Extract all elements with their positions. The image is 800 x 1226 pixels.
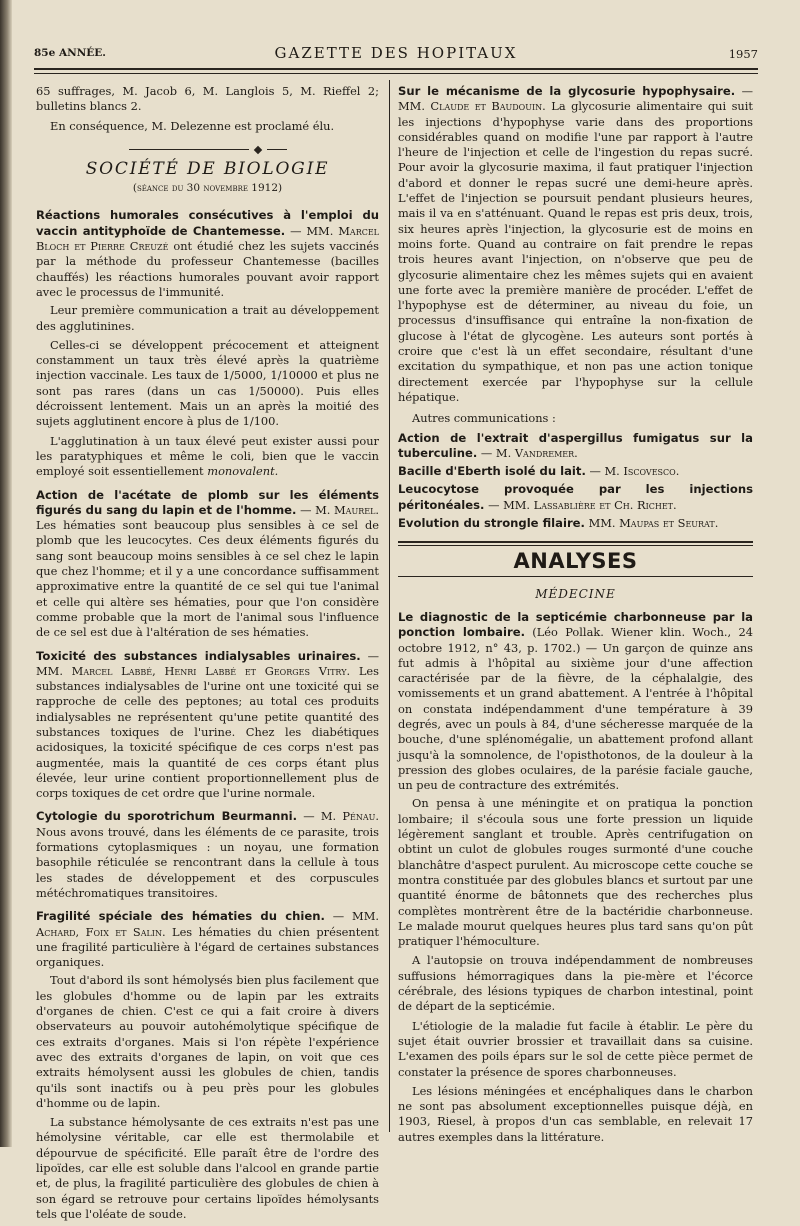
page-header	[34, 44, 758, 62]
article-title: Le diagnostic de la septicémie charbonneuse par la ponction lombaire.	[398, 609, 753, 640]
article-authors: — MM. Achard, Foix et Salin.	[36, 909, 379, 939]
paragraph: L'étiologie de la maladie fut facile à établir. Le père du sujet était ouvrier brossier et travaillait dans sa cuisine. L'examen des poils épars sur le sol de cette pièce permet de constater la présence de spores charbonneuses.	[398, 1018, 753, 1079]
vote-results: 65 suffrages, M. Jacob 6, M. Langlois 5, M. Rieffel 2; bulletins blancs 2.	[36, 84, 379, 114]
article-authors: — MM. Claude et Baudouin.	[398, 84, 753, 114]
communication-strongle: Evolution du strongle filaire. MM. Maupas et Seurat.	[398, 516, 719, 531]
article-authors: — M. Pénau.	[303, 809, 379, 824]
communication-eberth: Bacille d'Eberth isolé du lait. — M. Iscovesco.	[398, 464, 680, 479]
article-body: Les hématies sont beaucoup plus sensibles à ce sel de plomb que les leucocytes. Ces deux éléments figurés du sang sont beaucoup moins sensibles à ce sel chez le lapin que chez l'homme; et il y a une concordance suffisamment approximative entre la quantité de ce sel qui tue l'animal et celle qui altère ses hématies, pour que l'on considère comme probable que la mort de l'animal sous l'influence de ce sel est due à l'altération de ses hématies.	[36, 518, 379, 640]
article-title: Sur le mécanisme de la glycosurie hypophysaire.	[398, 84, 736, 98]
article-title: Réactions humorales consécutives à l'emploi du vaccin antityphoïde de Chantemesse.	[36, 208, 379, 238]
society-title: SOCIÉTÉ DE BIOLOGIE	[85, 158, 330, 179]
article-body: La glycosurie alimentaire qui suit les injections d'hypophyse varie dans des proportions considérables quand on modifie l'une par rapport à l'autre l'heure de l'injection et celle de l'ingestion du repas sucré. Pour avoir la glycosurie maxima, il faut pratiquer l'injection d'abord et donner le repas sucré une demi-heure après. L'effet de l'injection se poursuit pendant plusieurs heures, mais il va en s'atténuant. Quand le repas est pris deux, trois, six heures après l'injection, la glycosurie est de moins en moins forte. Quand au contraire on fait prendre le repas trois heures avant l'injection, on n'observe que peu de glycosurie alimentaire chez les mêmes sujets qui en avaient une forte avec la première manière de procéder. L'effet de l'hypophyse est de déterminer, au niveau du foie, un processus d'insuffisance qui entraîne la non-fixation de glucose à l'état de glycogène. Les auteurs sont portés à croire que c'est là un effet secondaire, résultant d'une excitation du sympathique, et non pas une action tonique directement exercée par l'hypophyse sur la cellule hépatique.	[398, 99, 753, 404]
paragraph: La substance hémolysante de ces extraits n'est pas une hémolysine véritable, car elle est thermolabile et dépourvue de spécificité. Elle paraît être de l'ordre des lipoïdes, car elle est soluble dans l'alcool en grande partie et, de plus, la fragilité particulière des globules de chien à son égard se retrouve pour certains lipoïdes hémolysants tels que l'oléate de soude.	[36, 1115, 379, 1221]
election-result: En conséquence, M. Delezenne est proclamé élu.	[50, 118, 335, 133]
article-vaccin	[36, 208, 379, 300]
header-year: 85e ANNÉE.	[34, 47, 106, 59]
article-sporotrichum	[36, 809, 379, 901]
section-rule	[398, 541, 753, 543]
section-rule-thin	[398, 545, 753, 546]
header-rule	[34, 68, 758, 70]
article-title: Toxicité des substances indialysables urinaires.	[36, 648, 361, 663]
communication-leucocytose: Leucocytose provoquée par les injections péritonéales. — MM. Lassablière et Ch. Richet.	[398, 482, 753, 512]
article-authors: — MM. Marcel Labbé, Henri Labbé et Georges Vitry.	[36, 648, 379, 678]
article-fragilite	[36, 909, 379, 970]
left-column	[36, 84, 379, 1226]
article-title: Action de l'acétate de plomb sur les éléments figurés du sang du lapin et de l'homme.	[36, 487, 379, 517]
article-authors: — MM. Marcel Bloch et Pierre Creuzé	[36, 223, 379, 254]
article-body: Nous avons trouvé, dans les éléments de ce parasite, trois formations cytoplasmiques : un noyau, une formation basophile réticulée se rencontrant dans la cellule à tous les stades de développement et des corpuscules météchromatiques transitoires.	[36, 824, 379, 900]
article-reference: (Léo Pollak. Wiener klin. Woch., 24 octobre 1912, n° 43, p. 1702.)	[398, 625, 753, 655]
article-septicemie	[398, 610, 753, 794]
paragraph: Leur première communication a trait au développement des agglutinines.	[36, 303, 379, 333]
book-spine	[0, 0, 12, 1147]
article-title: Fragilité spéciale des hématies du chien.	[36, 909, 325, 924]
analyses-rule	[398, 576, 753, 577]
paragraph: Celles-ci se développent précocement et atteignent constamment un taux très élevé après la quatrième injection vaccinale. Les taux de 1/5000, 1/10000 et plus ne sont pas rares (dans un cas 1/50000). Puis elles décroissent lentement. Mais un an après la moitié des sujets agglutinent encore à plus de 1/100.	[36, 337, 379, 429]
article-body: — Un garçon de quinze ans fut admis à l'hôpital au sixième jour d'une affection caractérisée par de la fièvre, de la céphalalgie, des vomissements et un grand abattement. A l'entrée à l'hôpital on constata indépendamment d'une température à 39 degrés, avec un pouls à 84, d'une sécheresse marquée de la bouche, d'une splénomégalie, un abattement profond allant jusqu'à la somnolence, de l'opisthotonos, de la douleur à la pression des globes oculaires, de la parésie faciale gauche, un peu de contracture des extrémités.	[398, 640, 753, 793]
paragraph: L'agglutination à un taux élevé peut exister aussi pour les paratyphiques et même le coli, bien que le vaccin employé soit essentiellement monovalent.	[36, 433, 379, 479]
article-authors: — M. Maurel.	[300, 502, 380, 517]
article-glycosurie	[398, 84, 753, 405]
analyses-heading: ANALYSES	[513, 549, 638, 574]
communication-aspergillus: Action de l'extrait d'aspergillus fumigatus sur la tuberculine. — M. Vandremer.	[398, 430, 753, 460]
header-rule-thin	[34, 73, 758, 74]
medecine-subheading: MÉDECINE	[535, 586, 616, 601]
journal-title: GAZETTE DES HOPITAUX	[274, 44, 518, 62]
paragraph: Tout d'abord ils sont hémolysés bien plus facilement que les globules d'homme ou de lapin par les extraits d'organes de chien. C'est ce qui a fait croire à divers observateurs au pouvoir autohémolytique spécifique de ces extraits d'organes. Mais si l'on répète l'expérience avec des extraits d'organes de lapin, on voit que ces extraits hémolysent aussi les globules de chien, tandis qu'ils sont inactifs ou à peu près pour les globules d'homme ou de lapin.	[36, 973, 379, 1110]
ornament-divider	[36, 142, 379, 152]
paragraph: Les lésions méningées et encéphaliques dans le charbon ne sont pas absolument exceptionnelles puisque déjà, en 1903, Riesel, à propos d'un cas semblable, en relevait 17 autres exemples dans la littérature.	[398, 1083, 753, 1144]
page-number: 1957	[728, 47, 758, 61]
other-communications-label: Autres communications :	[412, 411, 556, 426]
article-body: Les hématies du chien présentent une fragilité particulière à l'égard de certaines substances organiques.	[36, 924, 379, 970]
article-title: Cytologie du sporotrichum Beurmanni.	[36, 809, 298, 824]
right-column	[398, 84, 753, 1149]
paragraph: A l'autopsie on trouva indépendamment de nombreuses suffusions hémorragiques dans la pie-mère et l'écorce cérébrale, des lésions typiques de charbon intestinal, point de départ de la septicémie.	[398, 953, 753, 1014]
article-body: Les substances indialysables de l'urine ont une toxicité qui se rapproche de celle des peptones; au total ces produits indialysables ne représentent qu'une petite quantité des substances toxiques de l'urine. Chez les diabétiques acidosiques, la toxicité spécifique de ces corps n'est pas augmentée, mais la quantité de ces corps étant plus élevée, leur urine contient proportionnellement plus de corps toxiques de cet ordre que l'urine normale.	[36, 663, 380, 801]
paragraph: On pensa à une méningite et on pratiqua la ponction lombaire; il s'écoula sous une forte pression un liquide légèrement sanglant et trouble. Après centrifugation on obtint un culot de globules rouges surmonté d'une couche blanchâtre d'aspect purulent. Au microscope cette couche se montra constituée par des globules blancs et surtout par une quantité énorme de bâtonnets que des recherches plus complètes montrèrent être de la bactéridie charbonneuse. Le malade mourut quelques heures plus tard sans qu'on pût pratiquer l'hémoculture.	[398, 796, 753, 949]
column-divider	[389, 80, 390, 1132]
session-date: (séance du 30 novembre 1912)	[132, 182, 283, 195]
article-toxicite	[36, 649, 379, 802]
article-body: ont étudié chez les sujets vaccinés par la méthode du professeur Chantemesse (bacilles chauffés) les réactions humorales pouvant avoir rapport avec le processus de l'immunité.	[36, 239, 379, 299]
article-plomb	[36, 488, 379, 641]
